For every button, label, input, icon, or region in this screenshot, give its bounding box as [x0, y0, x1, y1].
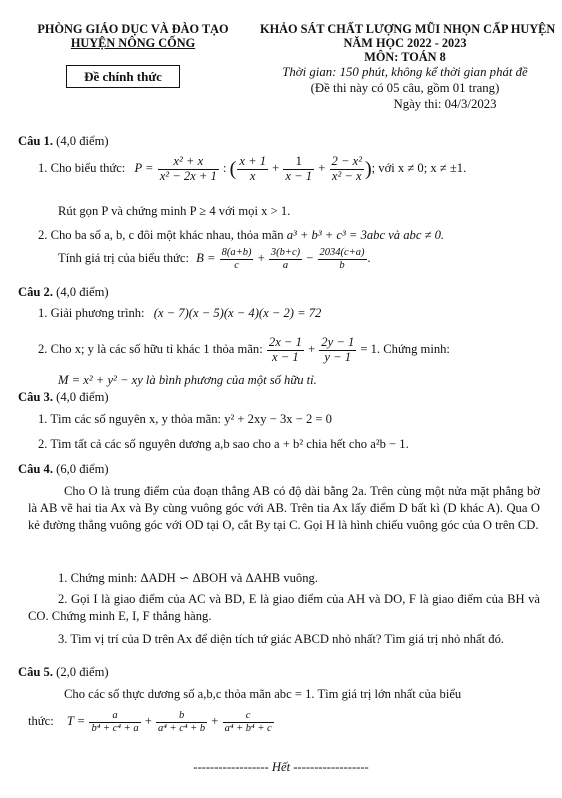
question-3-part-2: 2. Tìm tất cả các số nguyên dương a,b sao cho a + b² chia hết cho a²b − 1.: [38, 437, 409, 451]
question-2-heading: Câu 2. (4,0 điểm): [18, 285, 109, 299]
question-3-heading: Câu 3. (4,0 điểm): [18, 390, 109, 404]
question-5-heading: Câu 5. (2,0 điểm): [18, 665, 109, 679]
question-4-part-3: 3. Tìm vị trí của D trên Ax để diện tích tứ giác ABCD nhỏ nhất? Tìm giá trị nhỏ nhất đó.: [58, 632, 505, 646]
question-2-part-1: 1. Giải phương trình: (x − 7)(x − 5)(x − 4)(x − 2) = 72: [38, 306, 322, 320]
exam-date: Ngày thi: 04/3/2023: [393, 97, 497, 111]
question-5-expression: thức: T = $\frac{a}{\text{b⁴ + c⁴ + a}}$ + $\frac{b}{\text{a⁴ + c⁴ + b}}$ + $\frac{c}{\text{a⁴ + b⁴ + c}}$: [28, 710, 272, 734]
question-4-part-2: 2. Gọi I là giao điểm của AC và BD, E là giao điểm của AH và DO, F là giao điểm của BH và CO. Chứng minh E, I, F thẳng hàng.: [28, 592, 540, 624]
question-2-part-2-line2: M = x² + y² − xy là bình phương của một số hữu tỉ.: [58, 373, 317, 387]
subject: MÔN: TOÁN 8: [364, 50, 446, 64]
district-name: HUYỆN NÔNG CỐNG: [70, 36, 196, 50]
question-1-heading: Câu 1. (4,0 điểm): [18, 134, 109, 148]
time-limit: Thời gian: 150 phút, không kể thời gian phát đề: [282, 65, 528, 79]
official-box: [66, 65, 180, 88]
school-year: NĂM HỌC 2022 - 2023: [343, 36, 467, 50]
page-count: (Đề thi này có 05 câu, gồm 01 trang): [310, 81, 500, 95]
question-1-part-1: 1. Cho biểu thức: P = $\frac{\text{x² + x}}{\text{x² − 2x + 1}}$ : ( $\frac{x + 1}{x}$ + $\frac{1}{x - 1}$ + $\frac{\text{2 − x²}}{\text{x² − x}}$ ); với x ≠ 0; x ≠ ±1.: [38, 154, 467, 183]
exam-title: KHẢO SÁT CHẤT LƯỢNG MŨI NHỌN CẤP HUYỆN: [260, 22, 556, 36]
question-3-part-1: 1. Tìm các số nguyên x, y thỏa mãn: y² + 2xy − 3x − 2 = 0: [38, 412, 332, 426]
end-marker: ------------------ Hết ------------------: [193, 760, 369, 774]
question-1-part-2-task: Tính giá trị của biểu thức: B = $\frac{8(a+b)}{c}$ + $\frac{3(b+c)}{a}$ − $\frac{2034(c+a)}{b}$ .: [58, 247, 371, 271]
question-4-intro: Cho O là trung điểm của đoạn thẳng AB có độ dài bằng 2a. Trên cùng một nửa mặt phẳng bờ là AB vẽ hai tia Ax và By cùng vuông góc với AB. Trên tia Ax lấy điểm D bất kì (D khác A). Qua O kẻ đường thẳng vuông góc với OD tại O, cắt By tại C. Gọi H là hình chiếu vuông góc của O trên CD.: [28, 484, 540, 533]
question-1-part-2: 2. Cho ba số a, b, c đôi một khác nhau, thỏa mãn a³ + b³ + c³ = 3abc và abc ≠ 0.: [38, 228, 445, 242]
question-2-part-2: 2. Cho x; y là các số hữu tỉ khác 1 thỏa mãn: $\frac{2x - 1}{x - 1}$ + $\frac{2y - 1}{y - 1}$ = 1. Chứng minh:: [38, 335, 450, 364]
question-1-part-1-task: Rút gọn P và chứng minh P ≥ 4 với mọi x > 1.: [58, 204, 291, 218]
question-4-part-1: 1. Chứng minh: ΔADH ∽ ΔBOH và ΔAHB vuông.: [58, 571, 318, 585]
department-name: PHÒNG GIÁO DỤC VÀ ĐÀO TẠO: [37, 22, 229, 36]
official-label: Đề chính thức: [84, 69, 162, 84]
question-4-heading: Câu 4. (6,0 điểm): [18, 462, 109, 476]
question-5-intro: Cho các số thực dương số a,b,c thỏa mãn abc = 1. Tìm giá trị lớn nhất của biểu: [64, 687, 462, 701]
